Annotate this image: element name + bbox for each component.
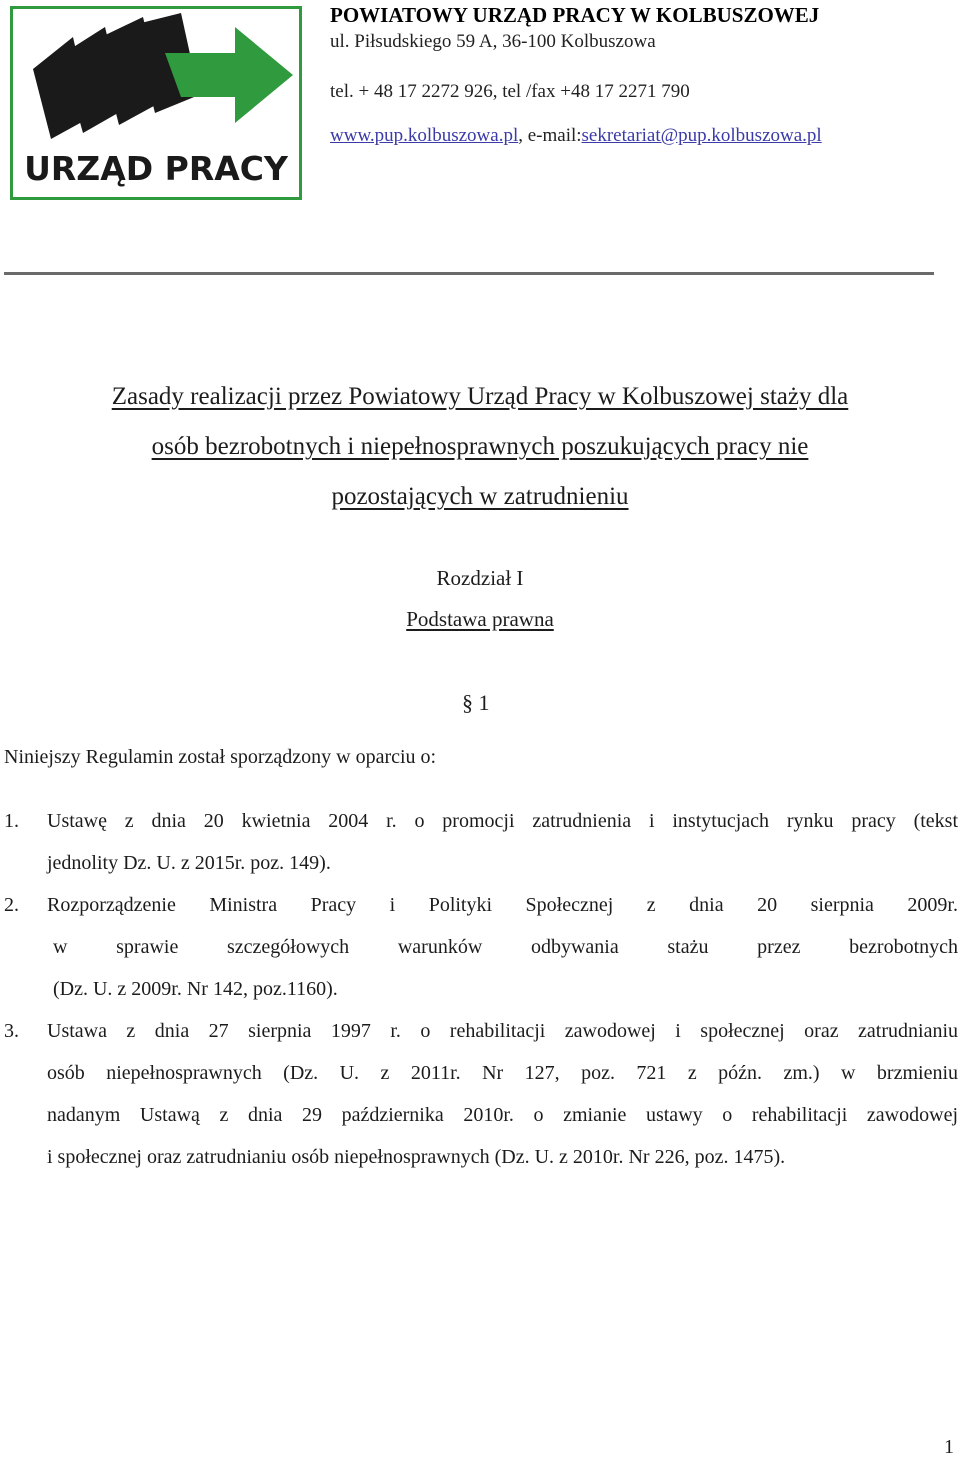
title-line-3: pozostających w zatrudnieniu: [331, 483, 629, 510]
list-item-line: osób niepełnosprawnych (Dz. U. z 2011r. Nr 127, poz. 721 z późn. zm.) w brzmieniu: [47, 1062, 958, 1084]
list-item-line: w sprawie szczegółowych warunków odbywania stażu przez bezrobotnych: [53, 936, 958, 958]
intro-text: Niniejszy Regulamin został sporządzony w oparciu o:: [4, 746, 437, 768]
organization-name: POWIATOWY URZĄD PRACY W KOLBUSZOWEJ: [330, 3, 820, 27]
list-item-line: jednolity Dz. U. z 2015r. poz. 149).: [47, 852, 331, 874]
list-item-line: Ustawę z dnia 20 kwietnia 2004 r. o promocji zatrudnienia i instytucjach rynku pracy (tekst: [47, 810, 958, 832]
list-item-line: Rozporządzenie Ministra Pracy i Polityki Społecznej z dnia 20 sierpnia 2009r.: [47, 894, 958, 916]
email-label: , e-mail:: [518, 125, 582, 146]
list-item-line: Ustawa z dnia 27 sierpnia 1997 r. o rehabilitacji zawodowej i społecznej oraz zatrudnianiu: [47, 1020, 958, 1042]
website-link[interactable]: www.pup.kolbuszowa.pl: [330, 125, 519, 146]
phone-line: tel. + 48 17 2272 926, tel /fax +48 17 2271 790: [330, 81, 690, 102]
legal-basis-list: [4, 800, 958, 1178]
logo: [10, 6, 302, 200]
page-number: 1: [944, 1436, 954, 1458]
list-item-number: 1.: [4, 810, 19, 832]
letterhead: [330, 2, 950, 148]
header-divider: [4, 272, 934, 275]
list-item-number: 2.: [4, 894, 19, 916]
list-item-line: i społecznej oraz zatrudnianiu osób niepełnosprawnych (Dz. U. z 2010r. Nr 226, poz. 1475).: [47, 1146, 786, 1168]
chapter-number: Rozdział I: [436, 566, 524, 590]
list-item: [4, 800, 958, 884]
list-item-line: (Dz. U. z 2009r. Nr 142, poz.1160).: [53, 978, 338, 1000]
document-title: [0, 372, 960, 522]
list-item-number: 3.: [4, 1020, 19, 1042]
address: ul. Piłsudskiego 59 A, 36-100 Kolbuszowa: [330, 31, 656, 52]
list-item-line: nadanym Ustawą z dnia 29 października 2010r. o zmianie ustawy o rehabilitacji zawodowej: [47, 1104, 958, 1126]
title-line-2: osób bezrobotnych i niepełnosprawnych poszukujących pracy nie: [151, 433, 809, 460]
list-item: [4, 884, 958, 1010]
list-item: [4, 1010, 958, 1178]
chapter-name: Podstawa prawna: [406, 607, 554, 631]
logo-text: URZĄD PRACY: [24, 149, 288, 188]
title-line-1: Zasady realizacji przez Powiatowy Urząd Pracy w Kolbuszowej staży dla: [111, 383, 849, 410]
contact-line: [330, 124, 950, 148]
paragraph-sign: § 1: [462, 690, 490, 715]
email-link[interactable]: sekretariat@pup.kolbuszowa.pl: [581, 125, 822, 146]
